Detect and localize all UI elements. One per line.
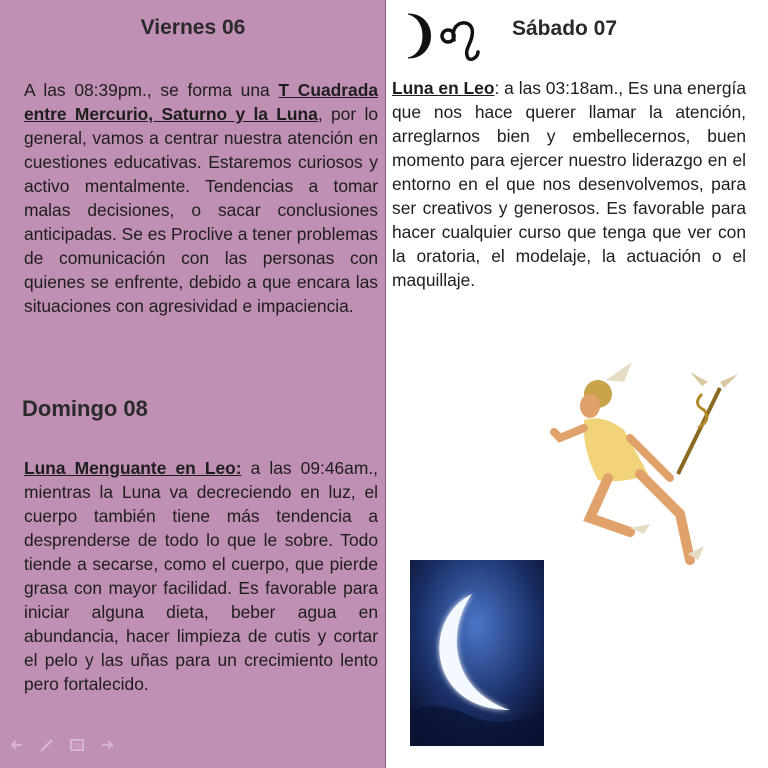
zodiac-symbols [398,10,482,62]
hermes-illustration-icon [548,358,738,580]
sabado-link[interactable]: Luna en Leo [392,78,495,98]
arrow-right-icon[interactable] [98,736,116,754]
viernes-text-after: , por lo general, vamos a centrar nuestra atención en cuestiones educativas. Estaremos curiosos y activo mentalmente. Tendencias a tomar malas decisiones, o sacar conclusiones anticipadas. Se es Proclive a tener problemas de comunicación con las personas con quienes se enfrente, debido a que encara las situaciones con agresividad e impaciencia. [24,104,378,316]
viernes-link[interactable]: T Cuadrada entre Mercurio, Saturno y la Luna [24,80,378,124]
viernes-heading: Viernes 06 [140,16,246,39]
viernes-text-before: A las 08:39pm., se forma una [24,80,279,100]
sabado-paragraph [392,76,746,292]
domingo-link[interactable]: Luna Menguante en Leo: [24,458,242,478]
viernes-paragraph [24,78,378,318]
domingo-paragraph [24,456,378,696]
leo-symbol-icon [442,23,478,59]
slide-navigation [8,736,116,756]
pen-icon[interactable] [38,736,56,754]
domingo-heading: Domingo 08 [22,396,148,421]
moon-symbol-icon [408,14,431,58]
crescent-moon-photo-icon [410,560,544,746]
arrow-left-icon[interactable] [8,736,26,754]
domingo-text-after: a las 09:46am., mientras la Luna va decreciendo en luz, el cuerpo también tiene más tendencia a desprenderse de todo lo que le sobre. Todo tiende a secarse, como el cuerpo, que pierde grasa con mayor facilidad. Es favorable para iniciar alguna dieta, beber agua en abundancia, hacer limpieza de cutis y cortar el pelo y las uñas para un crecimiento lento pero fortalecido. [24,458,378,694]
menu-icon[interactable] [68,736,86,754]
sabado-text-after: : a las 03:18am., Es una energía que nos hace querer llamar la atención, arreglarnos bien y embellecernos, buen momento para ejercer nuestro liderazgo en el entorno en el que nos desenvolvemos, para ser creativos y generosos. Es favorable para hacer cualquier curso que tenga que ver con la oratoria, el modelaje, la actuación o el maquillaje. [392,78,747,290]
sabado-heading: Sábado 07 [512,17,618,40]
